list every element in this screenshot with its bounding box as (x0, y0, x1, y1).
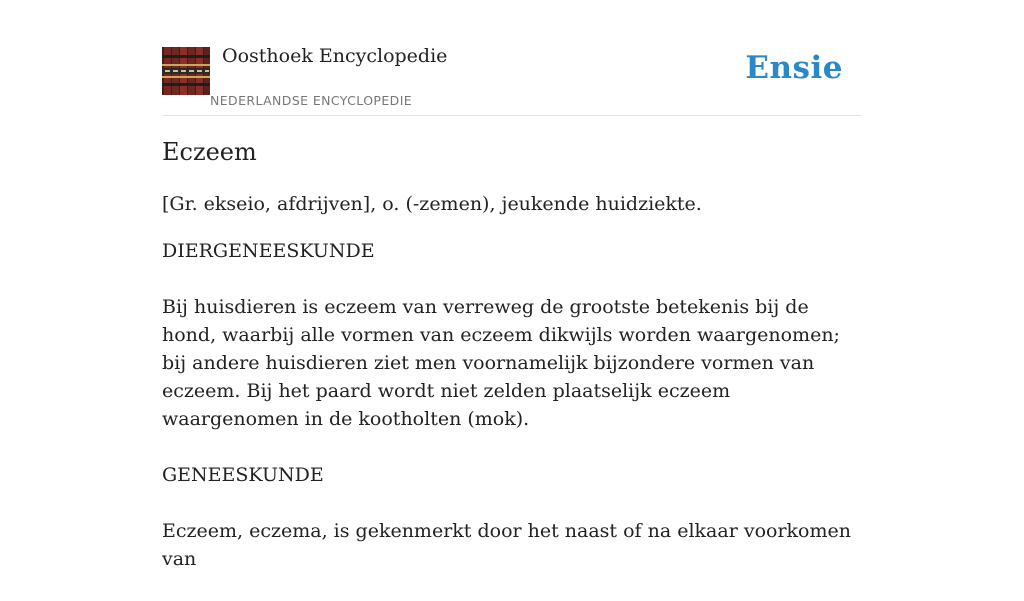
section-heading-diergeneeskunde: DIERGENEESKUNDE (162, 240, 375, 262)
article-body (162, 190, 862, 601)
site-subtitle: NEDERLANDSE ENCYCLOPEDIE (210, 93, 413, 108)
section-text-diergeneeskunde: Bij huisdieren is eczeem van verreweg de grootste betekenis bij de hond, waarbij alle vormen van eczeem dikwijls worden waargenomen; bij andere huisdieren ziet men voornamelijk bijzondere vormen van eczeem. Bij het paard wordt niet zelden plaatselijk eczeem waargenomen in de kootholten (mok). (162, 296, 840, 430)
article-title: Eczeem (162, 138, 257, 166)
brand-logo-link[interactable]: Ensie (745, 50, 843, 86)
site-name-link[interactable]: Oosthoek Encyclopedie (222, 45, 448, 67)
section-heading-geneeskunde: GENEESKUNDE (162, 464, 324, 486)
article-lead: [Gr. ekseio, afdrijven], o. (-zemen), jeukende huidziekte. (162, 193, 702, 215)
avatar-image (162, 47, 210, 95)
book-spines-icon[interactable] (162, 47, 210, 95)
page-container (162, 0, 862, 570)
section-text-geneeskunde: Eczeem, eczema, is gekenmerkt door het naast of na elkaar voorkomen van (162, 520, 851, 570)
site-header (162, 0, 862, 116)
